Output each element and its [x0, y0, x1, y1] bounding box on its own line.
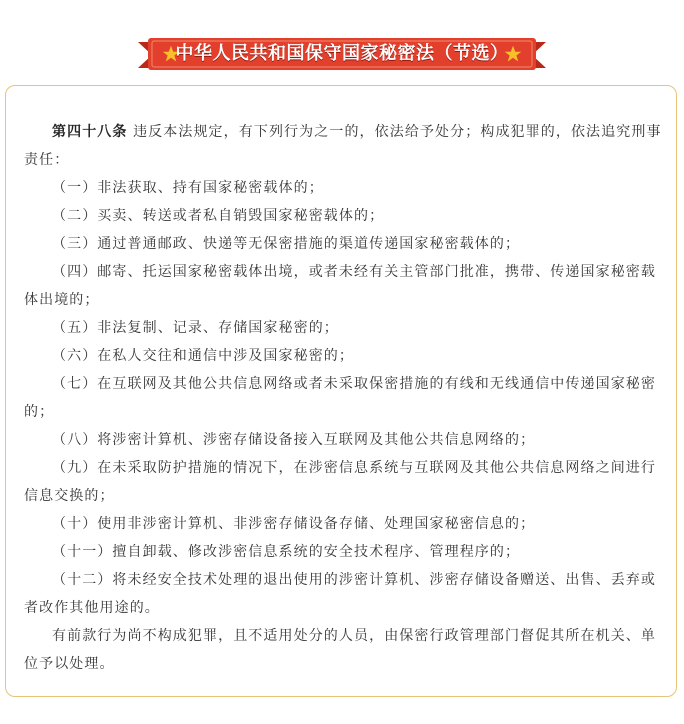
article-intro-text: 违反本法规定，有下列行为之一的，依法给予处分；构成犯罪的，依法追究刑事责任：: [24, 124, 662, 168]
list-item: （十）使用非涉密计算机、非涉密存储设备存储、处理国家秘密信息的；: [52, 516, 536, 532]
article-number: 第四十八条: [52, 124, 128, 140]
list-item: （十二）将未经安全技术处理的退出使用的涉密计算机、涉密存储设备赠送、出售、丢弃或者改作其他用途的。: [24, 572, 656, 616]
article-closing: 有前款行为尚不构成犯罪，且不适用处分的人员，由保密行政管理部门督促其所在机关、单位予以处理。: [24, 628, 656, 672]
list-item: （四）邮寄、托运国家秘密载体出境，或者未经有关主管部门批准，携带、传递国家秘密载体出境的；: [24, 264, 656, 308]
list-item: （七）在互联网及其他公共信息网络或者未采取保密措施的有线和无线通信中传递国家秘密的；: [24, 376, 656, 420]
list-item: （八）将涉密计算机、涉密存储设备接入互联网及其他公共信息网络的；: [52, 432, 536, 448]
list-item: （六）在私人交往和通信中涉及国家秘密的；: [52, 348, 354, 364]
banner-title: 中华人民共和国保守国家秘密法（节选）: [175, 43, 509, 64]
list-item: （十一）擅自卸载、修改涉密信息系统的安全技术程序、管理程序的；: [52, 544, 521, 560]
article-intro: [24, 118, 664, 174]
list-item: （九）在未采取防护措施的情况下，在涉密信息系统与互联网及其他公共信息网络之间进行信息交换的；: [24, 460, 656, 504]
list-item: （二）买卖、转送或者私自销毁国家秘密载体的；: [52, 208, 385, 224]
list-item: （三）通过普通邮政、快递等无保密措施的渠道传递国家秘密载体的；: [52, 236, 521, 252]
title-banner: [138, 36, 546, 74]
list-item: （一）非法获取、持有国家秘密载体的；: [52, 180, 324, 196]
article-content: [24, 118, 664, 678]
list-item: （五）非法复制、记录、存储国家秘密的；: [52, 320, 339, 336]
